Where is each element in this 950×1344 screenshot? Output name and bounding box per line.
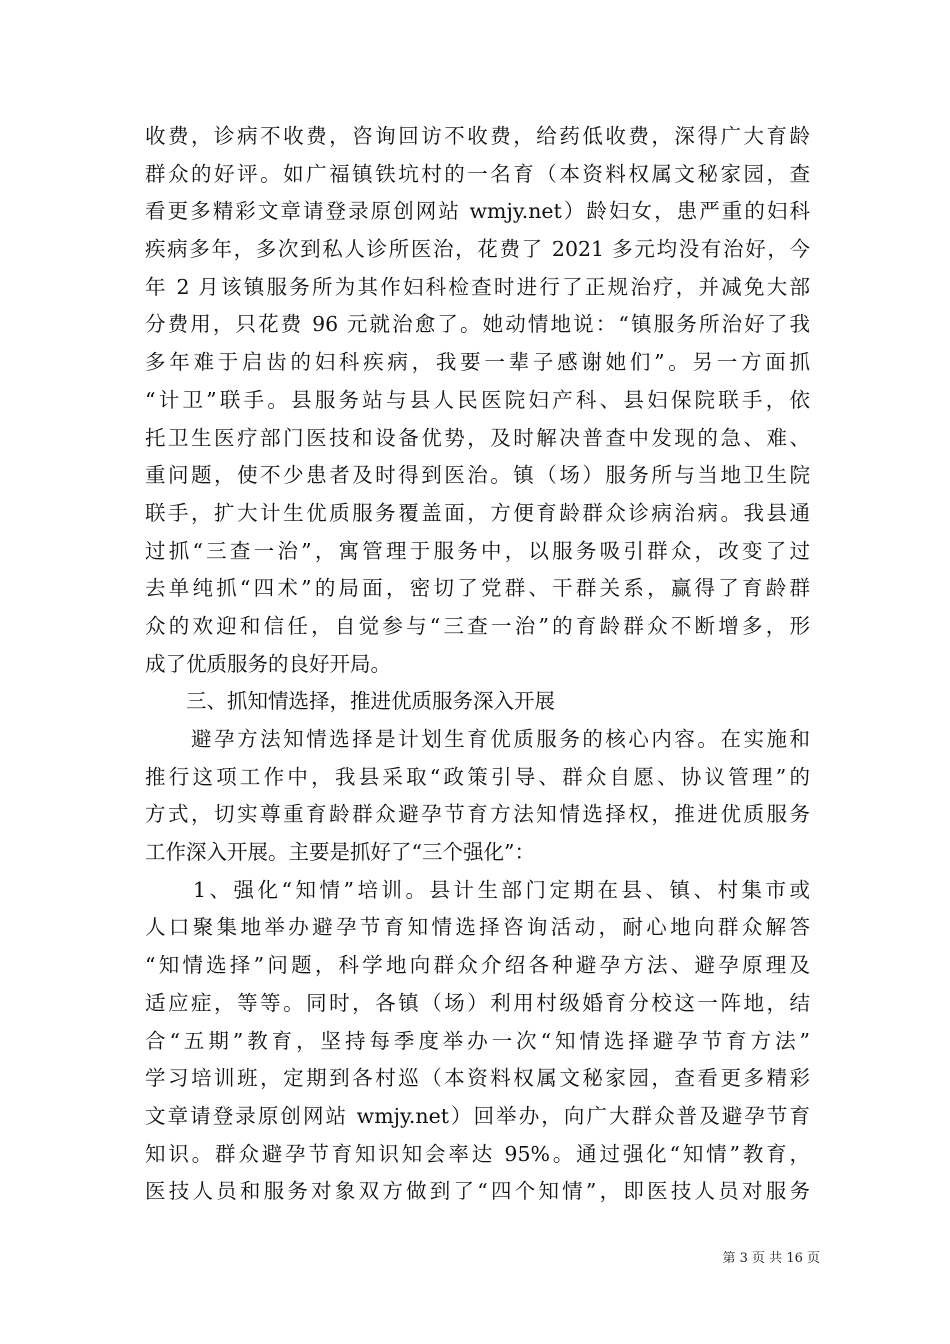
section-heading: 三、抓知情选择，推进优质服务深入开展 [145,689,555,714]
text-line: 疾病多年，多次到私人诊所医治，花费了 2021 多元均没有治好，今 [145,237,810,262]
text-line: 收费，诊病不收费，咨询回访不收费，给药低收费，深得广大育龄 [145,124,810,148]
text-line: 文章请登录原创网站 wmjy.net）回举办，向广大群众普及避孕节育 [145,1103,810,1128]
text-line: “计卫”联手。县服务站与县人民医院妇产科、县妇保院联手，依 [145,387,810,412]
text-line: 托卫生医疗部门医技和设备优势，及时解决普查中发现的急、难、 [145,425,810,450]
text-line: 群众的好评。如广福镇铁坑村的一名育（本资料权属文秘家园，查 [145,161,810,186]
text-line: 工作深入开展。主要是抓好了“三个强化”： [145,840,535,865]
text-line: 方式，切实尊重育龄群众避孕节育方法知情选择权，推进优质服务 [145,802,810,827]
text-line: 众的欢迎和信任，自觉参与“三查一治”的育龄群众不断增多，形 [145,613,810,638]
text-line: 医技人员和服务对象双方做到了“四个知情”，即医技人员对服务 [145,1179,810,1204]
text-line: 适应症，等等。同时，各镇（场）利用村级婚育分校这一阵地，结 [145,990,810,1015]
text-line: 合“五期”教育，坚持每季度举办一次“知情选择避孕节育方法” [145,1028,810,1053]
text-line: 联手，扩大计生优质服务覆盖面，方便育龄群众诊病治病。我县通 [145,500,810,525]
text-line: 学习培训班，定期到各村巡（本资料权属文秘家园，查看更多精彩 [145,1066,810,1091]
text-line: 分费用，只花费 96 元就治愈了。她动情地说：“镇服务所治好了我 [145,312,810,337]
body-text [145,118,810,1211]
text-line: 去单纯抓“四术”的局面，密切了党群、干群关系，赢得了育龄群 [145,576,810,601]
text-line: “知情选择”问题，科学地向群众介绍各种避孕方法、避孕原理及 [145,953,810,978]
text-line: 推行这项工作中，我县采取“政策引导、群众自愿、协议管理”的 [145,764,810,789]
page-number-footer: 第 3 页 共 16 页 [722,1251,820,1266]
text-line: 避孕方法知情选择是计划生育优质服务的核心内容。在实施和 [145,727,810,751]
text-line: 重问题，使不少患者及时得到医治。镇（场）服务所与当地卫生院 [145,463,810,488]
text-line: 年 2 月该镇服务所为其作妇科检查时进行了正规治疗，并减免大部 [145,274,810,299]
text-line: 看更多精彩文章请登录原创网站 wmjy.net）龄妇女，患严重的妇科 [145,199,810,224]
text-line: 多年难于启齿的妇科疾病，我要一辈子感谢她们”。另一方面抓 [145,350,810,375]
text-line: 成了优质服务的良好开局。 [145,651,391,676]
text-line: 过抓“三查一治”，寓管理于服务中，以服务吸引群众，改变了过 [145,538,810,563]
text-line: 人口聚集地举办避孕节育知情选择咨询活动，耐心地向群众解答 [145,915,810,940]
text-line: 1、强化“知情”培训。县计生部门定期在县、镇、村集市或 [145,877,810,902]
text-line: 知识。群众避孕节育知识知会率达 95%。通过强化“知情”教育， [145,1141,810,1166]
